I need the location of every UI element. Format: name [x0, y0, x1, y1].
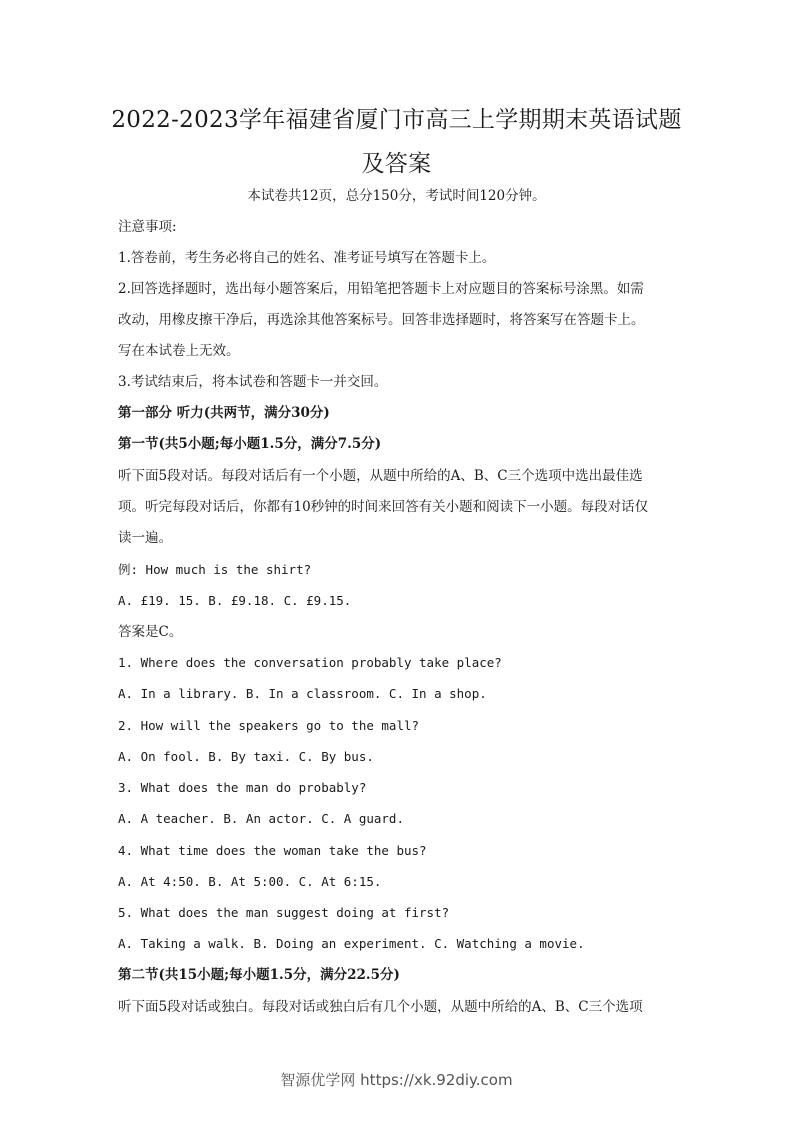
notice-line: 写在本试卷上无效。: [118, 343, 240, 359]
instruction-line: 听下面5段对话。每段对话后有一个小题，从题中所给的A、B、C三个选项中选出最佳选: [118, 468, 643, 484]
document-title: 2022-2023学年福建省厦门市高三上学期期末英语试题及答案: [111, 107, 682, 177]
question-options: A. On fool. B. By taxi. C. By bus.: [118, 749, 374, 764]
instruction-line: 读一遍。: [118, 530, 172, 546]
section2-heading: 第二节(共15小题;每小题1.5分，满分22.5分): [118, 967, 400, 983]
question-text: 2. How will the speakers go to the mall?: [118, 718, 420, 733]
example-question: 例: How much is the shirt?: [118, 562, 312, 577]
section1-heading: 第一节(共5小题;每小题1.5分，满分7.5分): [118, 436, 382, 452]
question-text: 3. What does the man do probably?: [118, 780, 367, 795]
question-options: A. In a library. B. In a classroom. C. In a shop.: [118, 686, 487, 701]
instruction-line: 项。听完每段对话后，你都有10秒钟的时间来回答有关小题和阅读下一小题。每段对话仅: [118, 499, 649, 515]
instruction-line: 听下面5段对话或独白。每段对话或独白后有几个小题，从题中所给的A、B、C三个选项: [118, 999, 643, 1015]
notice-line: 1.答卷前，考生务必将自己的姓名、准考证号填写在答题卡上。: [118, 250, 496, 266]
notice-heading: 注意事项:: [118, 219, 177, 235]
question-options: A. At 4:50. B. At 5:00. C. At 6:15.: [118, 874, 382, 889]
question-text: 1. Where does the conversation probably take place?: [118, 655, 502, 670]
question-options: A. Taking a walk. B. Doing an experiment. C. Watching a movie.: [118, 936, 585, 951]
notice-line: 2.回答选择题时，选出每小题答案后，用铅笔把答题卡上对应题目的答案标号涂黑。如需: [118, 281, 644, 297]
question-text: 5. What does the man suggest doing at first?: [118, 905, 450, 920]
notice-line: 改动，用橡皮擦干净后，再选涂其他答案标号。回答非选择题时，将答案写在答题卡上。: [118, 312, 645, 328]
site-watermark: 智源优学网 https://xk.92diy.com: [280, 1071, 513, 1089]
part1-heading: 第一部分 听力(共两节，满分30分): [118, 405, 330, 421]
exam-info: 本试卷共12页，总分150分，考试时间120分钟。: [247, 188, 546, 204]
question-options: A. A teacher. B. An actor. C. A guard.: [118, 811, 404, 826]
notice-line: 3.考试结束后，将本试卷和答题卡一并交回。: [118, 374, 388, 390]
example-answer: 答案是C。: [118, 624, 183, 640]
question-text: 4. What time does the woman take the bus?: [118, 843, 427, 858]
example-options: A. £19. 15. B. £9.18. C. £9.15.: [118, 593, 352, 608]
